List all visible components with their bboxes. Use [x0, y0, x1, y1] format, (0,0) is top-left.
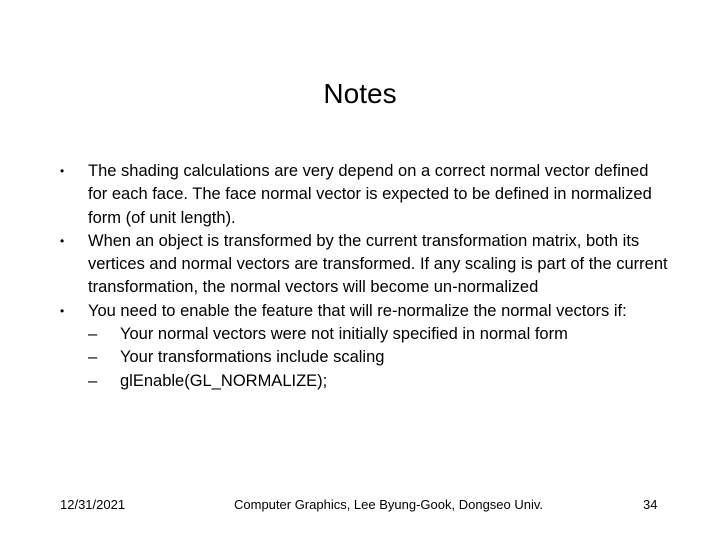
slide-title: Notes	[323, 78, 397, 109]
dash-icon: –	[88, 348, 98, 367]
dash-icon: –	[88, 325, 98, 344]
sub-bullet-item	[88, 346, 670, 369]
bullet-item	[60, 230, 670, 300]
footer-date: 12/31/2021	[60, 497, 126, 512]
bullet-item	[60, 160, 670, 230]
sub-bullet-item	[88, 370, 670, 393]
bullet-icon: •	[60, 303, 65, 318]
sub-bullet-text: Your transformations include scaling	[120, 348, 385, 367]
bullet-icon: •	[60, 164, 65, 178]
dash-icon: –	[88, 371, 98, 390]
bullet-text: You need to enable the feature that will re-normalize the normal vectors if:	[88, 301, 627, 320]
footer-title: Computer Graphics, Lee Byung-Gook, Dongseo Univ.	[234, 497, 544, 512]
bullet-icon: •	[60, 233, 65, 248]
bullet-text: When an object is transformed by the current transformation matrix, both its vertices and normal vectors are transformed. If any scaling is part of the current transformation, the normal vectors will become un-normalized	[88, 231, 668, 297]
sub-bullet-item	[88, 323, 670, 346]
bullet-item	[60, 300, 670, 323]
bullet-text: The shading calculations are very depend on a correct normal vector defined for each face. The face normal vector is expected to be defined in normalized form (of unit length).	[88, 162, 652, 227]
sub-bullet-text: Your normal vectors were not initially specified in normal form	[120, 325, 568, 344]
sub-bullet-text: glEnable(GL_NORMALIZE);	[120, 371, 328, 390]
page-number: 34	[643, 497, 658, 512]
slide-body	[60, 160, 670, 393]
